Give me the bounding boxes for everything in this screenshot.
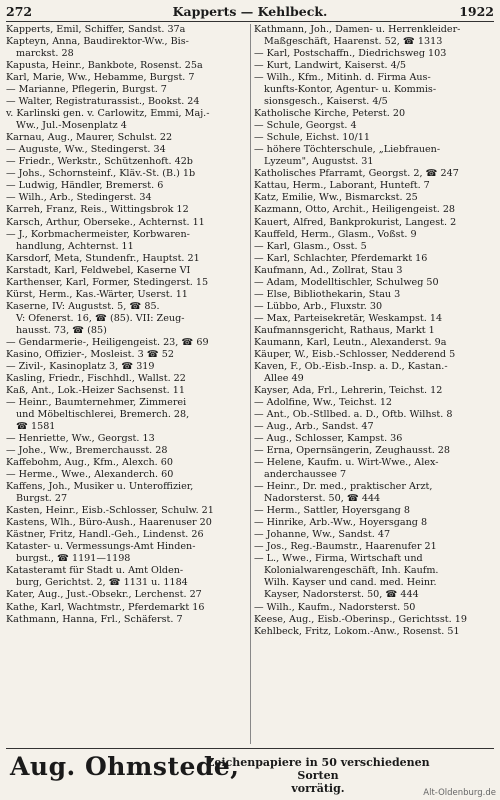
directory-entry-line: Kathe, Karl, Wachtmstr., Pferdemarkt 16 — [6, 601, 205, 613]
directory-entry-line: — Herm., Sattler, Hoyersgang 8 — [254, 505, 410, 517]
directory-entry-line: — L., Wwe., Firma, Wirtschaft und — [254, 553, 423, 565]
page-number: 272 — [6, 4, 33, 19]
advertisement-text — [198, 756, 438, 795]
directory-entry-line: — Aug., Arb., Sandst. 47 — [254, 421, 374, 433]
directory-entry-line: — Gendarmerie-, Heiligengeist. 23, ☎ 69 — [6, 336, 209, 348]
advertisement-name: Aug. Ohmstede, — [10, 752, 240, 781]
directory-entry-line: — Else, Bibliothekarin, Stau 3 — [254, 288, 401, 300]
directory-entry-line: handlung, Achternst. 11 — [16, 240, 134, 252]
directory-entry-line: Kehlbeck, Fritz, Lokom.-Anw., Rosenst. 51 — [254, 625, 460, 637]
directory-entry-line: — Erna, Opernsängerin, Zeughausst. 28 — [254, 445, 451, 457]
directory-entry-line: — Karl, Schlachter, Pferdemarkt 16 — [254, 252, 428, 264]
directory-entry-line: Kattau, Herm., Laborant, Hunteft. 7 — [254, 180, 430, 192]
directory-entry-line: Kasino, Offizier-, Mosleist. 3 ☎ 52 — [6, 348, 174, 360]
directory-entry-line: — Kurt, Landwirt, Kaiserst. 4/5 — [254, 60, 407, 72]
directory-entry-line: — Wilh., Kfm., Mitinh. d. Firma Aus- — [254, 72, 431, 84]
directory-entry-line: — Ludwig, Händler, Bremerst. 6 — [6, 180, 164, 192]
directory-entry-line: — Hinrike, Arb.-Ww., Hoyersgang 8 — [254, 517, 428, 529]
directory-entry-line: Kapusta, Heinr., Bankbote, Rosenst. 25a — [6, 60, 203, 72]
directory-entry-line: — Adam, Modelltischler, Schulweg 50 — [254, 276, 439, 288]
directory-entry-line: — Zivil-, Kasinoplatz 3, ☎ 319 — [6, 360, 155, 372]
directory-entry-line: — Karl, Glasm., Osst. 5 — [254, 240, 367, 252]
directory-entry-line: — Aug., Schlosser, Kampst. 36 — [254, 433, 403, 445]
directory-entry-line: — Lübbo, Arb., Fluxstr. 30 — [254, 300, 383, 312]
directory-entry-line: — Friedr., Werkstr., Schützenhoft. 42b — [6, 156, 193, 168]
directory-entry-line: V: Ofenerst. 16, ☎ (85). VII: Zeug- — [16, 312, 185, 324]
directory-entry-line: Kolonialwarengeschäft, Inh. Kaufm. — [264, 565, 439, 577]
directory-entry-line: — Herme., Wwe., Alexanderch. 60 — [6, 469, 174, 481]
directory-entry-line: Kürst, Herm., Kas.-Wärter, Userst. 11 — [6, 288, 188, 300]
directory-entry-line: Burgst. 27 — [16, 493, 68, 505]
directory-entry-line: burg, Gerichtst. 2, ☎ 1131 u. 1184 — [16, 577, 188, 589]
directory-entry-line: Kayser, Ada, Frl., Lehrerin, Teichst. 12 — [254, 384, 443, 396]
directory-entry-line: Käuper, W., Eisb.-Schlosser, Nedderend 5 — [254, 348, 456, 360]
directory-entry-line: Allee 49 — [264, 372, 304, 384]
directory-entry-line: Kater, Aug., Just.-Obsekr., Lerchenst. 27 — [6, 589, 202, 601]
directory-entry-line: Kaven, F., Ob.-Eisb.-Insp. a. D., Kastan.- — [254, 360, 448, 372]
directory-entry-line: — Schule, Eichst. 10/11 — [254, 132, 370, 144]
directory-entry-line: Keese, Aug., Eisb.-Oberinsp., Gerichtsst. 19 — [254, 613, 467, 625]
directory-entry-line: Katz, Emilie, Ww., Bismarckst. 25 — [254, 192, 418, 204]
directory-entry-line: — Walter, Registraturassist., Bookst. 24 — [6, 96, 200, 108]
directory-entry-line: — Johe., Ww., Bremerchausst. 28 — [6, 445, 168, 457]
directory-entry-line: Karl, Marie, Ww., Hebamme, Burgst. 7 — [6, 72, 195, 84]
directory-entry-line: Kaumann, Karl, Leutn., Alexanderst. 9a — [254, 336, 447, 348]
directory-entry-line: Katasteramt für Stadt u. Amt Olden- — [6, 565, 184, 577]
directory-entry-line: hausst. 73, ☎ (85) — [16, 324, 107, 336]
advertisement-line-1: Zeichenpapiere in 50 verschiedenen Sorten — [206, 756, 430, 782]
directory-entry-line: — Wilh., Arb., Stedingerst. 34 — [6, 192, 152, 204]
page-title: Kapperts — Kehlbeck. — [172, 4, 328, 19]
directory-entry-line: ☎ 1581 — [16, 421, 56, 433]
directory-entry-line: Karnau, Aug., Maurer, Schulst. 22 — [6, 132, 173, 144]
directory-entry-line: Karstadt, Karl, Feldwebel, Kaserne VI — [6, 264, 191, 276]
watermark: Alt-Oldenburg.de — [423, 788, 496, 798]
directory-entry-line: Ww., Jul.-Mosenplatz 4 — [16, 120, 127, 132]
page-header — [6, 4, 494, 20]
directory-entry-line: — Marianne, Pflegerin, Burgst. 7 — [6, 84, 167, 96]
directory-entry-line: Kästner, Fritz, Handl.-Geh., Lindenst. 26 — [6, 529, 204, 541]
directory-entry-line: burgst., ☎ 1191—1198 — [16, 553, 131, 565]
advertisement-line-2: vorrätig. — [291, 782, 345, 795]
directory-entry-line: — Max, Parteisekretär, Weskampst. 14 — [254, 312, 443, 324]
directory-entry-line: Nadorsterst. 50, ☎ 444 — [264, 493, 381, 505]
directory-entry-line: Kathmann, Joh., Damen- u. Herrenkleider- — [254, 24, 461, 35]
directory-entry-line: Kaffens, Joh., Musiker u. Unteroffizier, — [6, 481, 194, 493]
directory-entry-line: marckst. 28 — [16, 48, 74, 60]
directory-entry-line: Karthenser, Karl, Former, Stedingerst. 15 — [6, 276, 209, 288]
directory-entry-line: sionsgesch., Kaiserst. 4/5 — [264, 96, 388, 108]
directory-entry-line: Karsch, Arthur, Oberseke., Achternst. 11 — [6, 216, 205, 228]
directory-entry-line: — Henriette, Ww., Georgst. 13 — [6, 433, 155, 445]
directory-entry-line: Lyzeum", Augustst. 31 — [264, 156, 374, 168]
directory-entry-line: — Heinr., Dr. med., praktischer Arzt, — [254, 481, 433, 493]
directory-entry-line: Karreh, Franz, Reis., Wittingsbrok 12 — [6, 204, 189, 216]
directory-entry-line: — Wilh., Kaufm., Nadorsterst. 50 — [254, 601, 416, 613]
directory-entry-line: — J., Korbmachermeister, Korbwaren- — [6, 228, 190, 240]
directory-entry-line: Kaffebohm, Aug., Kfm., Alexch. 60 — [6, 457, 173, 469]
directory-entry-line: Kauffeld, Herm., Glasm., Voßst. 9 — [254, 228, 417, 240]
directory-entry-line: — höhere Töchterschule, „Liebfrauen- — [254, 144, 441, 156]
directory-entry-line: Kaß, Ant., Lok.-Heizer Sachsenst. 11 — [6, 384, 185, 396]
directory-entry-line: — Adolfine, Ww., Teichst. 12 — [254, 396, 393, 408]
directory-entry-line: Kasten, Heinr., Eisb.-Schlosser, Schulw. 21 — [6, 505, 214, 517]
directory-entry-line: Kayser, Nadorsterst. 50, ☎ 444 — [264, 589, 419, 601]
header-rule — [6, 21, 494, 22]
directory-entry-line: Maßgeschäft, Haarenst. 52, ☎ 1313 — [264, 36, 443, 48]
directory-entry-line: — Ant., Ob.-Stllbed. a. D., Oftb. Wilhst. 8 — [254, 409, 453, 420]
page-year: 1922 — [459, 4, 494, 19]
directory-entry-line: Kaufmann, Ad., Zollrat, Stau 3 — [254, 264, 403, 276]
directory-entry-line: Kathmann, Hanna, Frl., Schäferst. 7 — [6, 613, 183, 625]
directory-entry-line: — Auguste, Ww., Stedingerst. 34 — [6, 144, 166, 156]
directory-entry-line: — Johanne, Ww., Sandst. 47 — [254, 529, 391, 541]
footer-rule — [6, 748, 494, 749]
directory-entry-line: — Helene, Kaufm. u. Wirt-Wwe., Alex- — [254, 457, 439, 469]
directory-entry-line: — Heinr., Baumternehmer, Zimmerei — [6, 396, 187, 408]
directory-entry-line: Kaserne, IV: Augustst. 5, ☎ 85. — [6, 300, 160, 312]
directory-entry-line: — Jos., Reg.-Baumstr., Haarenufer 21 — [254, 541, 437, 553]
directory-entry-line: — Karl, Postschaffn., Diedrichsweg 103 — [254, 48, 447, 60]
directory-entry-line: Kataster- u. Vermessungs-Amt Hinden- — [6, 541, 196, 553]
directory-entry-line: v. Karlinski gen. v. Carlowitz, Emmi, Maj.- — [6, 108, 210, 120]
directory-entry-line: Kauert, Alfred, Bankprokurist, Langest. 2 — [254, 216, 457, 228]
directory-entry-line: Kazmann, Otto, Archit., Heiligengeist. 28 — [254, 204, 456, 216]
directory-entry-line: — Johs., Schornsteinf., Kläv.-St. (B.) 1b — [6, 168, 196, 180]
directory-entry-line: Katholisches Pfarramt, Georgst. 2, ☎ 247 — [254, 168, 459, 180]
directory-entry-line: und Möbeltischlerei, Bremerch. 28, — [16, 409, 190, 420]
directory-entry-line: Kastens, Wlh., Büro-Aush., Haarenuser 20 — [6, 517, 212, 529]
directory-entry-line: kunfts-Kontor, Agentur- u. Kommis- — [264, 84, 437, 96]
directory-entry-line: Kapteyn, Anna, Baudirektor-Ww., Bis- — [6, 36, 189, 48]
directory-entry-line: anderchaussee 7 — [264, 469, 347, 481]
left-column — [6, 24, 248, 746]
directory-entry-line: Kapperts, Emil, Schiffer, Sandst. 37a — [6, 24, 186, 35]
directory-entry-line: Wilh. Kayser und cand. med. Heinr. — [264, 577, 437, 589]
directory-entry-line: — Schule, Georgst. 4 — [254, 120, 357, 132]
column-divider — [250, 24, 251, 744]
right-column — [254, 24, 494, 746]
directory-entry-line: Karsdorf, Meta, Stundenfr., Hauptst. 21 — [6, 252, 200, 264]
directory-entry-line: Kasling, Friedr., Fischhdl., Wallst. 22 — [6, 372, 186, 384]
directory-entry-line: Katholische Kirche, Peterst. 20 — [254, 108, 406, 120]
directory-entry-line: Kaufmannsgericht, Rathaus, Markt 1 — [254, 324, 435, 336]
